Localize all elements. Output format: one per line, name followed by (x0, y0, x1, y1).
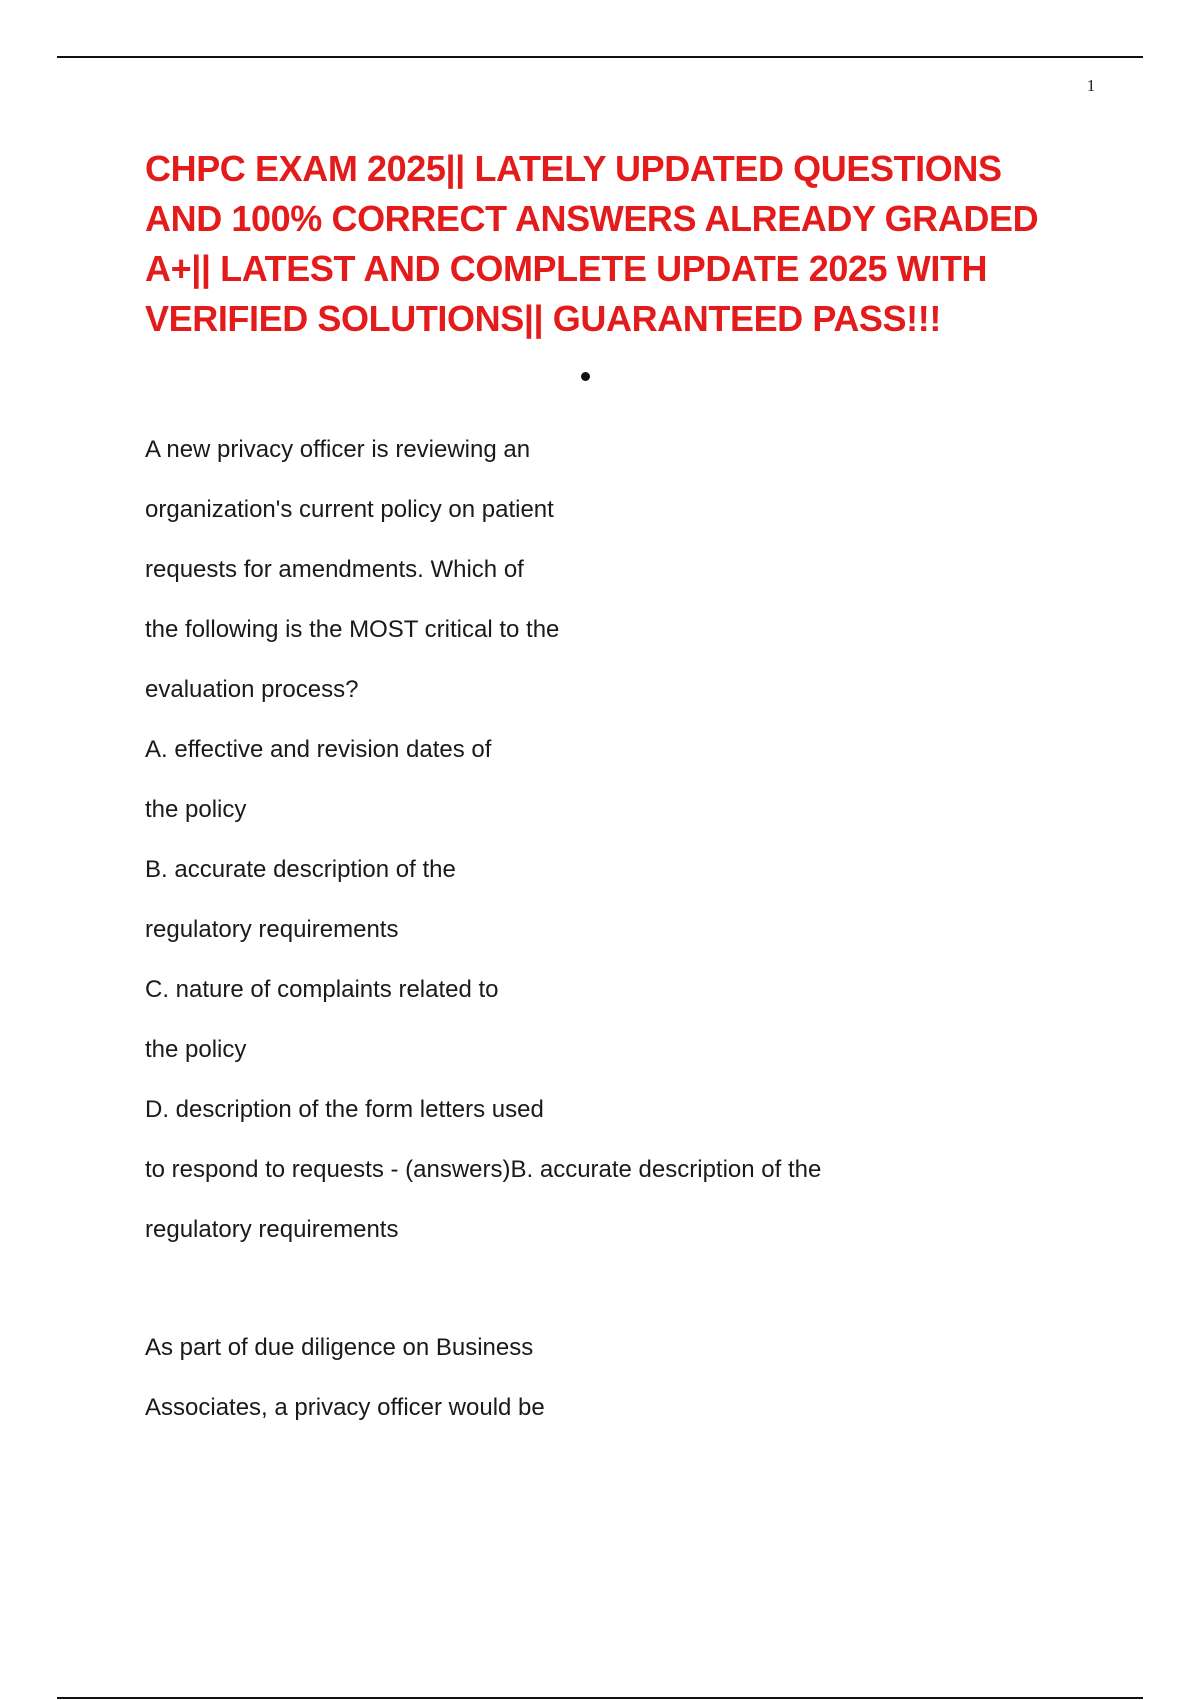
question-line: organization's current policy on patient (145, 496, 554, 523)
question-line: Associates, a privacy officer would be (145, 1394, 545, 1421)
answer-line: regulatory requirements (145, 1216, 399, 1243)
question-block-1 (145, 420, 1045, 1260)
option-a-line: the policy (145, 796, 247, 823)
question-line: evaluation process? (145, 676, 359, 703)
footer-rule (57, 1697, 1143, 1699)
title-line: CHPC EXAM 2025|| LATELY UPDATED QUESTIONS (145, 148, 1002, 189)
question-line: A new privacy officer is reviewing an (145, 436, 531, 463)
option-c-line: C. nature of complaints related to (145, 976, 499, 1003)
question-line: requests for amendments. Which of (145, 556, 524, 583)
option-d-line: D. description of the form letters used (145, 1096, 544, 1123)
question-line: the following is the MOST critical to the (145, 616, 560, 643)
option-b-line: regulatory requirements (145, 916, 399, 943)
title-line: A+|| LATEST AND COMPLETE UPDATE 2025 WITH (145, 248, 988, 289)
answer-line: to respond to requests - (answers)B. accurate description of the (145, 1156, 822, 1183)
title-line: VERIFIED SOLUTIONS|| GUARANTEED PASS!!! (145, 298, 941, 339)
bullet-point (581, 372, 590, 381)
option-b-line: B. accurate description of the (145, 856, 456, 883)
header-rule (57, 56, 1143, 58)
option-a-line: A. effective and revision dates of (145, 736, 492, 763)
question-line: As part of due diligence on Business (145, 1334, 534, 1361)
option-c-line: the policy (145, 1036, 247, 1063)
title-line: AND 100% CORRECT ANSWERS ALREADY GRADED (145, 198, 1039, 239)
page-number: 1 (1086, 76, 1096, 95)
document-title (145, 144, 1105, 344)
question-block-2 (145, 1318, 1045, 1438)
